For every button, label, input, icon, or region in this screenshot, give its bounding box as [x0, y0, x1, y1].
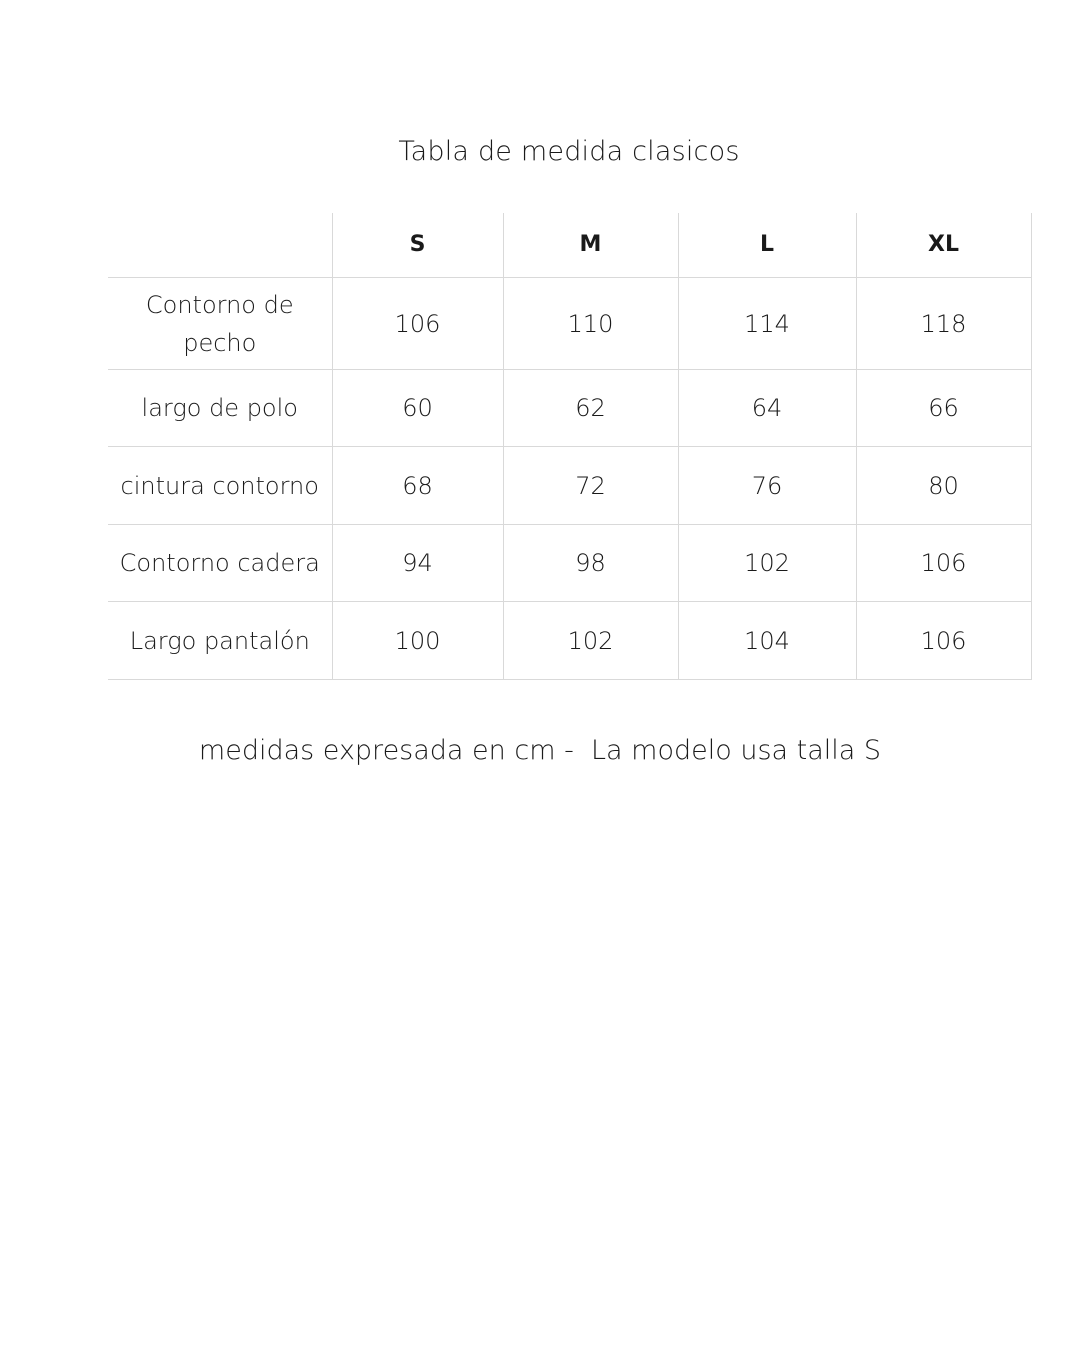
- table-cell: 64: [678, 370, 856, 447]
- measurement-note: medidas expresada en cm - La modelo usa talla S: [198, 735, 882, 766]
- header-size-s: S: [332, 213, 503, 278]
- table-cell: 102: [678, 525, 856, 602]
- row-label: Contorno cadera: [108, 525, 332, 602]
- page-title: Tabla de medida clasicos: [398, 136, 740, 167]
- table-cell: 98: [503, 525, 678, 602]
- table-cell: 102: [503, 602, 678, 680]
- table-cell: 60: [332, 370, 503, 447]
- table-header-row: [108, 213, 1031, 278]
- table-cell: 76: [678, 447, 856, 525]
- header-empty-cell: [108, 213, 332, 278]
- row-label: cintura contorno: [108, 447, 332, 525]
- row-label: Contorno de pecho: [108, 278, 332, 370]
- table-row: [108, 525, 1031, 602]
- table-cell: 94: [332, 525, 503, 602]
- table-cell: 106: [332, 278, 503, 370]
- table-cell: 110: [503, 278, 678, 370]
- header-size-l: L: [678, 213, 856, 278]
- row-label: Largo pantalón: [108, 602, 332, 680]
- table-cell: 106: [856, 602, 1031, 680]
- table-cell: 100: [332, 602, 503, 680]
- table-row: [108, 447, 1031, 525]
- header-size-xl: XL: [856, 213, 1031, 278]
- size-table: [108, 213, 1032, 680]
- table-row: [108, 278, 1031, 370]
- table-row: [108, 602, 1031, 680]
- table-cell: 104: [678, 602, 856, 680]
- table-cell: 106: [856, 525, 1031, 602]
- table-cell: 62: [503, 370, 678, 447]
- header-size-m: M: [503, 213, 678, 278]
- table-cell: 118: [856, 278, 1031, 370]
- row-label: largo de polo: [108, 370, 332, 447]
- table-cell: 66: [856, 370, 1031, 447]
- table-cell: 72: [503, 447, 678, 525]
- table-row: [108, 370, 1031, 447]
- table-cell: 114: [678, 278, 856, 370]
- table-cell: 80: [856, 447, 1031, 525]
- table-cell: 68: [332, 447, 503, 525]
